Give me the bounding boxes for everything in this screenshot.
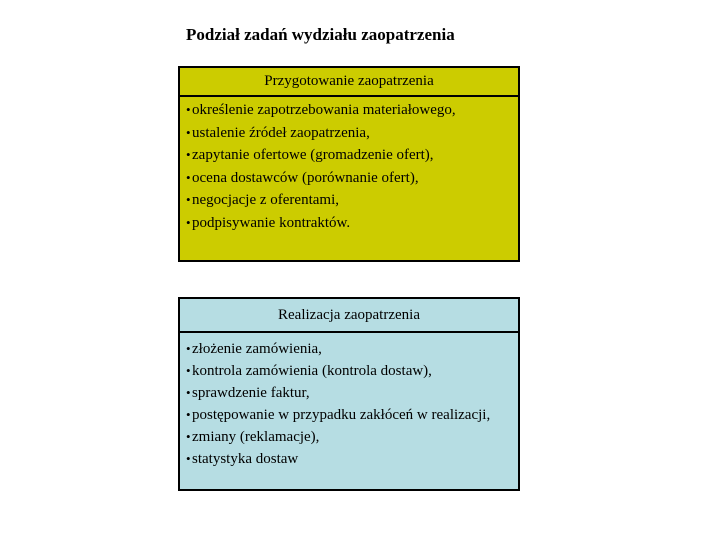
bullet-icon: • [186,385,191,400]
bullet-icon: • [186,341,191,356]
list-item: •postępowanie w przypadku zakłóceń w realizacji, [186,404,510,426]
bullet-icon: • [186,407,191,422]
preparation-list [180,97,518,234]
bullet-icon: • [186,214,191,230]
list-item: •sprawdzenie faktur, [186,382,510,404]
list-item: •ocena dostawców (porównanie ofert), [186,167,510,190]
bullet-icon: • [186,169,191,185]
bullet-icon: • [186,147,191,162]
list-item: •zapytanie ofertowe (gromadzenie ofert), [186,144,510,167]
list-item: •określenie zapotrzebowania materiałowego, [186,99,510,122]
preparation-header: Przygotowanie zaopatrzenia [180,68,518,97]
realization-list [180,333,518,470]
list-item: •kontrola zamówienia (kontrola dostaw), [186,360,510,382]
preparation-box [178,66,520,262]
bullet-icon: • [186,429,191,444]
realization-box [178,297,520,491]
list-item: •statystyka dostaw [186,448,510,470]
page-title: Podział zadań wydziału zaopatrzenia [186,25,455,44]
bullet-icon: • [186,102,191,117]
list-item: •złożenie zamówienia, [186,338,510,360]
bullet-icon: • [186,451,191,466]
list-item: •negocjacje z oferentami, [186,189,510,212]
realization-header: Realizacja zaopatrzenia [180,299,518,333]
bullet-icon: • [186,363,191,378]
list-item: •podpisywanie kontraktów. [186,212,510,235]
list-item: •zmiany (reklamacje), [186,426,510,448]
list-item: •ustalenie źródeł zaopatrzenia, [186,122,510,145]
bullet-icon: • [186,192,191,207]
bullet-icon: • [186,124,191,140]
